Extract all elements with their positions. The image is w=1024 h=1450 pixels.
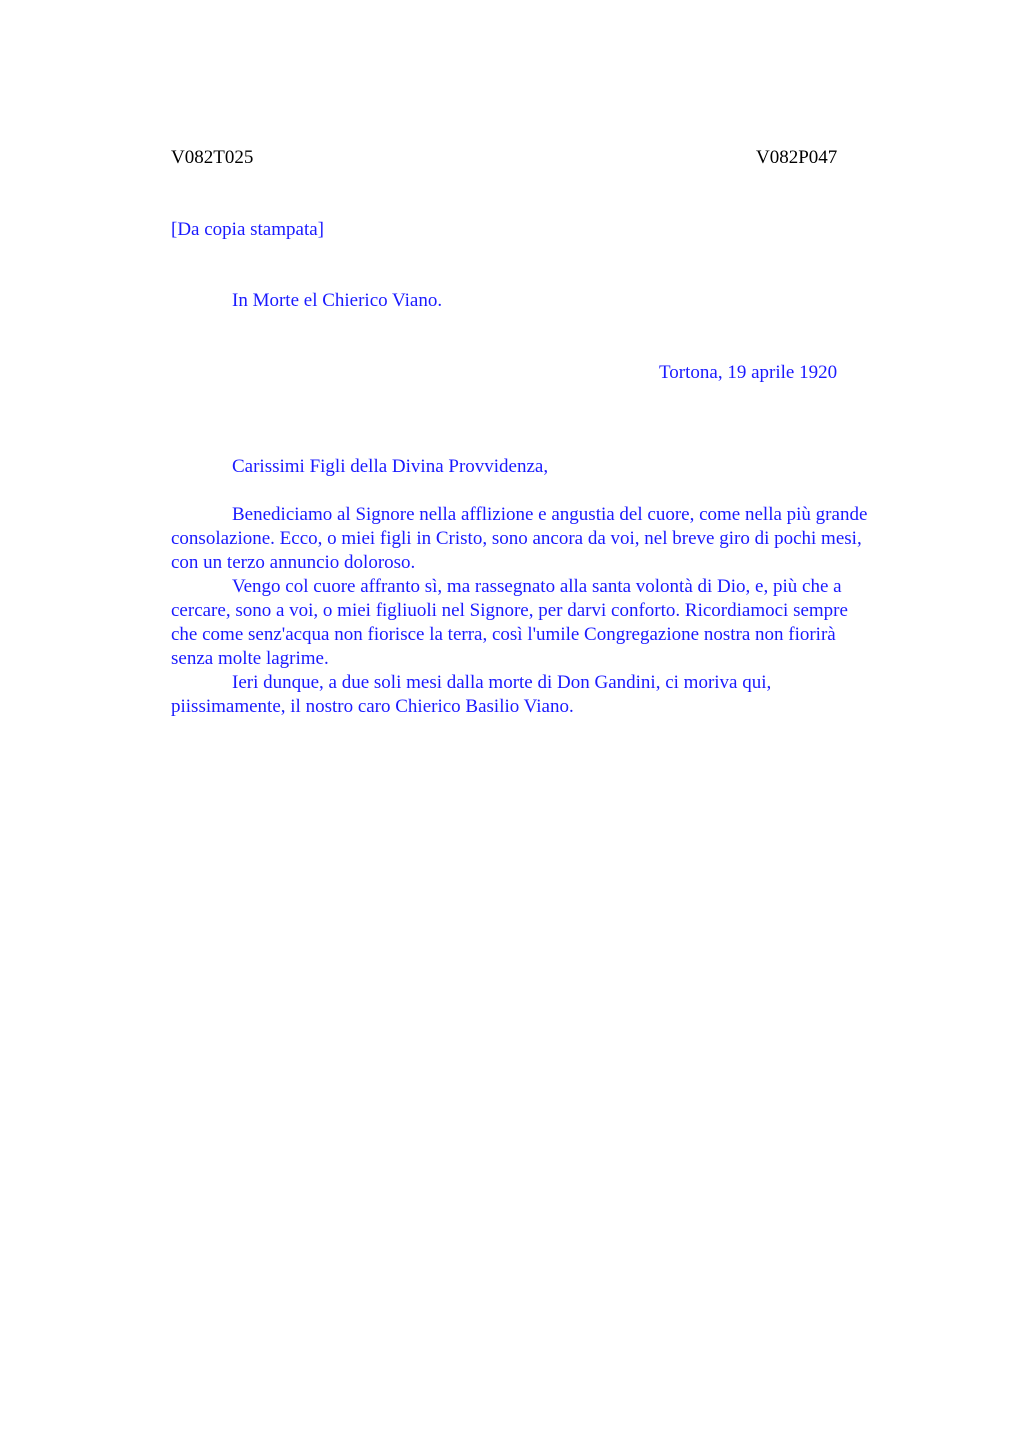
paragraph-line: piissimamente, il nostro caro Chierico Basilio Viano. <box>171 696 574 717</box>
paragraph <box>171 503 931 575</box>
document-code-left: V082T025 <box>171 147 254 168</box>
letter-body <box>171 503 931 719</box>
letter-title: In Morte el Chierico Viano. <box>232 290 443 311</box>
salutation: Carissimi Figli della Divina Provvidenza, <box>232 456 549 477</box>
document-code-right: V082P047 <box>756 147 838 168</box>
paragraph-line: con un terzo annuncio doloroso. <box>171 552 416 573</box>
paragraph <box>171 575 931 671</box>
paragraph-line: Ieri dunque, a due soli mesi dalla morte di Don Gandini, ci moriva qui, <box>232 672 772 693</box>
paragraph-line: Benediciamo al Signore nella afflizione e angustia del cuore, come nella più grande <box>232 504 868 525</box>
paragraph-line: senza molte lagrime. <box>171 648 329 669</box>
paragraph-line: che come senz'acqua non fiorisce la terra, così l'umile Congregazione nostra non fiorirà <box>171 624 836 645</box>
paragraph <box>171 671 931 719</box>
source-note: [Da copia stampata] <box>171 219 324 240</box>
paragraph-line: Vengo col cuore affranto sì, ma rassegnato alla santa volontà di Dio, e, più che a <box>232 576 842 597</box>
date-line: Tortona, 19 aprile 1920 <box>659 362 838 383</box>
paragraph-line: cercare, sono a voi, o miei figliuoli nel Signore, per darvi conforto. Ricordiamoci sempre <box>171 600 848 621</box>
paragraph-line: consolazione. Ecco, o miei figli in Cristo, sono ancora da voi, nel breve giro di pochi mesi, <box>171 528 862 549</box>
